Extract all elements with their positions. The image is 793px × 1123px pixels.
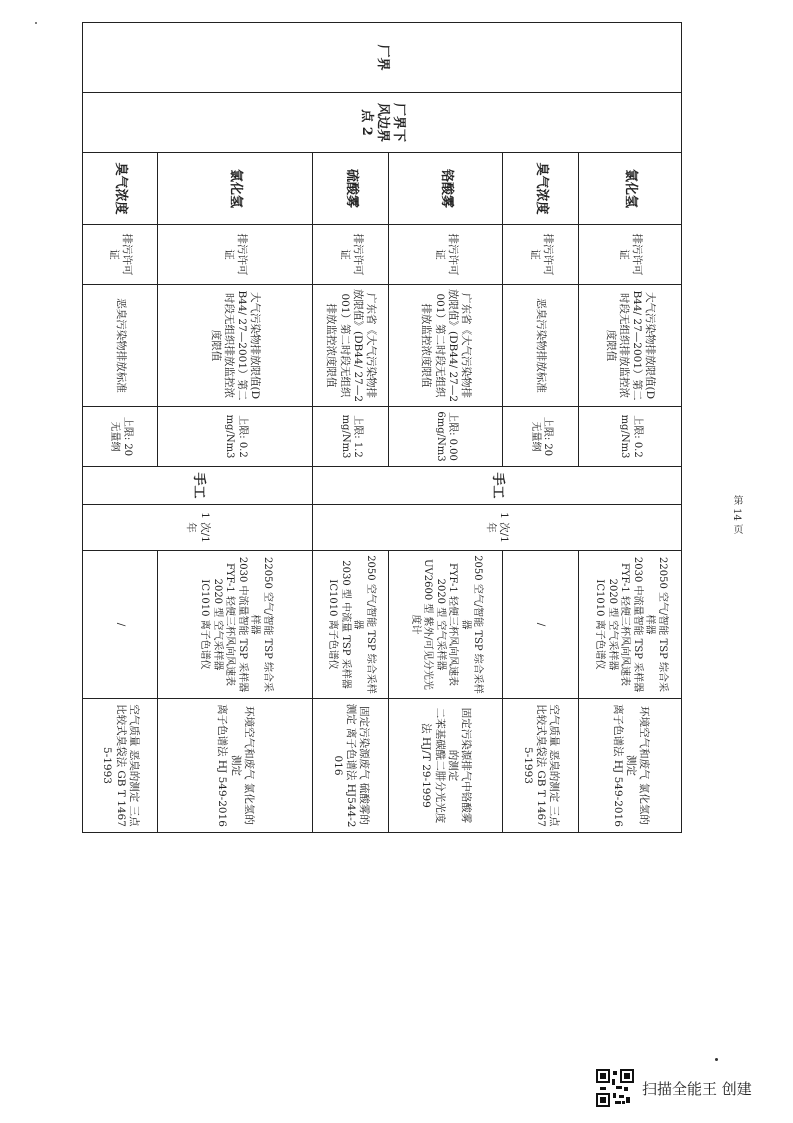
limit-cell: 上限: 0.2mg/Nm3	[579, 407, 682, 467]
page-number: 第 14 页	[731, 495, 742, 535]
standard-cell: 恶臭污染物排放标准	[83, 285, 158, 407]
mode-cell: 手工	[83, 467, 313, 505]
basis-cell: 排污许可证	[502, 225, 578, 285]
standard-cell: 大气污染物排放限值(DB44/ 27—2001）第二时段无组织排放监控浓度限值	[579, 285, 682, 407]
basis-cell: 排污许可证	[158, 225, 313, 285]
standard-cell: 大气污染物排放限值(DB44/ 27—2001）第二时段无组织排放监控浓度限值	[158, 285, 313, 407]
mode-cell: 手工	[312, 467, 681, 505]
scanner-watermark	[596, 1066, 752, 1110]
method-cell: 空气质量 恶臭的测定 三点比较式臭袋法 GB T 14675-1993	[83, 699, 158, 833]
pollutant-cell: 臭气浓度	[83, 153, 158, 225]
limit-cell: 上限: 0.2mg/Nm3	[158, 407, 313, 467]
equipment-cell: 2050 空气/智能 TSP 综合采样器 FYF-1 轻便三杯风向风速表 2020 型 空气采样器 UV2600 型 紫外/可见分光光度计	[389, 551, 503, 699]
limit-cell: 上限: 20 无量纲	[502, 407, 578, 467]
method-cell: 环境空气和废气 氯化氢的测定 离子色谱法 HJ 549-2016	[579, 699, 682, 833]
qr-code-icon	[596, 1069, 634, 1107]
standard-cell: 广东省《大气污染物排放限值》(DB44/ 27—2001）第二时段无组织排放监控浓度限值	[312, 285, 388, 407]
method-cell: 空气质量 恶臭的测定 三点比较式臭袋法 GB T 14675-1993	[502, 699, 578, 833]
basis-cell: 排污许可证	[83, 225, 158, 285]
pollutant-cell: 铬酸雾	[389, 153, 503, 225]
standard-cell: 恶臭污染物排放标准	[502, 285, 578, 407]
method-cell: 环境空气和废气 氯化氢的测定 离子色谱法 HJ 549-2016	[158, 699, 313, 833]
equipment-cell: /	[502, 551, 578, 699]
pollutant-cell: 氯化氢	[579, 153, 682, 225]
limit-cell: 上限: 0.006mg/Nm3	[389, 407, 503, 467]
point-cell: 厂界下风边界点 2	[83, 93, 682, 153]
pollutant-cell: 氯化氢	[158, 153, 313, 225]
limit-cell: 上限: 1.2mg/Nm3	[312, 407, 388, 467]
equipment-cell: /	[83, 551, 158, 699]
scan-speck	[715, 1058, 718, 1061]
basis-cell: 排污许可证	[389, 225, 503, 285]
scan-speck	[35, 22, 37, 24]
table-row	[579, 23, 682, 833]
method-cell: 固定污染源排气中铬酸雾的测定 二苯基碳酰二肼分光光度法 HJ/T 29-1999	[389, 699, 503, 833]
pollutant-cell: 臭气浓度	[502, 153, 578, 225]
frequency-cell: 1 次/1 年	[312, 505, 681, 551]
watermark-text: 扫描全能王 创建	[642, 1079, 752, 1098]
rotated-table-container	[82, 22, 682, 832]
pollutant-cell: 硫酸雾	[312, 153, 388, 225]
location-cell: 厂界	[83, 23, 682, 93]
basis-cell: 排污许可证	[579, 225, 682, 285]
standard-cell: 广东省《大气污染物排放限值》(DB44/ 27—2001）第二时段无组织排放监控浓度限值	[389, 285, 503, 407]
monitoring-table	[82, 22, 682, 833]
equipment-cell: 2050 空气/智能 TSP 综合采样器 2030 型 中流量 TSP 采样器 IC1010 离子色谱仪	[312, 551, 388, 699]
basis-cell: 排污许可证	[312, 225, 388, 285]
rotated-table-area	[82, 22, 682, 832]
equipment-cell: 22050 空气/智能 TSP 综合采样器 2030 中流量智能 TSP 采样器 FYF-1 轻便三杯风向风速表 2020 型 空气采样器 IC1010 离子色谱仪	[579, 551, 682, 699]
equipment-cell: 22050 空气/智能 TSP 综合采样器 2030 中流量智能 TSP 采样器 FYF-1 轻便三杯风向风速表 2020 型 空气采样器 IC1010 离子色谱仪	[158, 551, 313, 699]
method-cell: 固定污染源废气 硫酸雾的测定 离子色谱法 HJ544-2016	[312, 699, 388, 833]
limit-cell: 上限: 20 无量纲	[83, 407, 158, 467]
frequency-cell: 1 次/1 年	[83, 505, 313, 551]
